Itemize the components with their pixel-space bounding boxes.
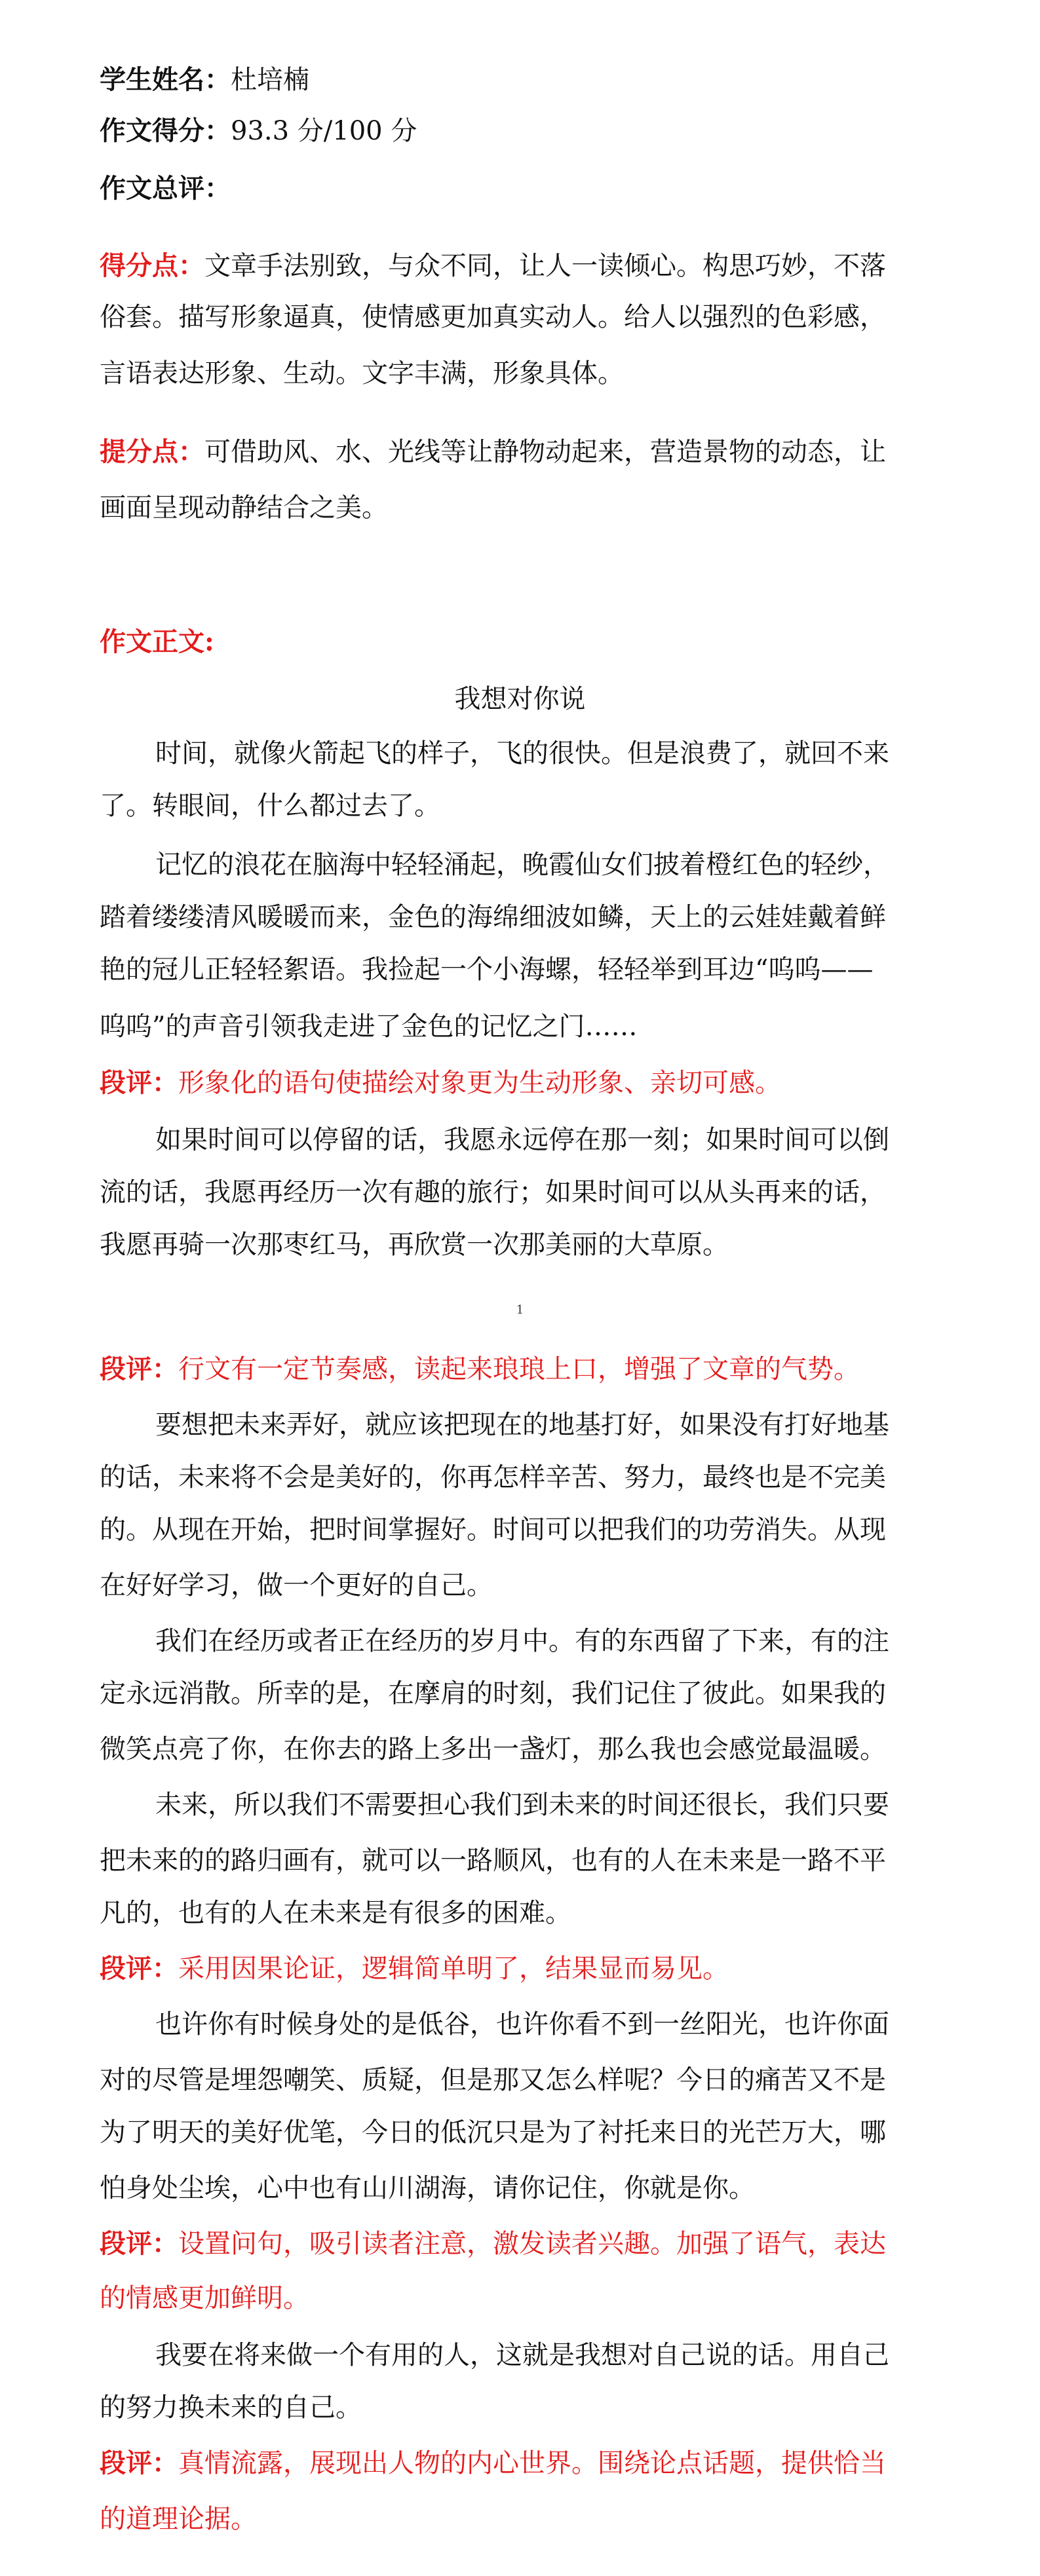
p7-line-1: 也许你有时候身处的是低谷，也许你看不到一丝阳光，也许你面 — [155, 2009, 889, 2039]
strengths-text: 文章手法别致，与众不同，让人一读倾心。构思巧妙，不落 — [204, 251, 886, 281]
p4-line-2: 的话，未来将不会是美好的，你再怎样辛苦、努力，最终也是不完美 — [100, 1462, 886, 1492]
p2-line-4: 呜呜”的声音引领我走进了金色的记忆之门…… — [100, 1012, 638, 1042]
improve-label: 提分点： — [100, 436, 204, 467]
comment-2-text: 行文有一定节奏感，读起来琅琅上口，增强了文章的气势。 — [178, 1354, 860, 1384]
strengths-line-2: 俗套。描写形象逼真，使情感更加真实动人。给人以强烈的色彩感， — [100, 302, 886, 332]
comment-4-text: 设置问句，吸引读者注意，激发读者兴趣。加强了语气，表达 — [178, 2229, 886, 2259]
p7-line-4: 怕身处尘埃，心中也有山川湖海，请你记住，你就是你。 — [100, 2173, 755, 2203]
comment-5-text: 真情流露，展现出人物的内心世界。围绕论点话题，提供恰当 — [178, 2448, 886, 2478]
improve-text: 可借助风、水、光线等让静物动起来，营造景物的动态，让 — [204, 437, 886, 467]
p5-line-1: 我们在经历或者正在经历的岁月中。有的东西留了下来，有的注 — [155, 1626, 889, 1656]
comment-4-line-1 — [100, 2224, 952, 2263]
comment-3-text: 采用因果论证，逻辑简单明了，结果显而易见。 — [178, 1954, 729, 1984]
comment-5-line-2: 的道理论据。 — [100, 2504, 257, 2534]
p4-line-1: 要想把未来弄好，就应该把现在的地基打好，如果没有打好地基 — [155, 1410, 889, 1440]
p3-line-2: 流的话，我愿再经历一次有趣的旅行；如果时间可以从头再来的话， — [100, 1177, 886, 1207]
strengths-line-1 — [100, 246, 952, 286]
score-value: 93.3 分/100 分 — [231, 116, 417, 146]
student-name-line — [100, 60, 952, 100]
page-number: 1 — [516, 1303, 524, 1317]
p7-line-2: 对的尽管是埋怨嘲笑、质疑，但是那又怎么样呢？今日的痛苦又不是 — [100, 2065, 886, 2095]
p5-line-3: 微笑点亮了你，在你去的路上多出一盏灯，那么我也会感觉最温暖。 — [100, 1734, 886, 1764]
comment-5-line-1 — [100, 2444, 952, 2483]
p8-line-2: 的努力换未来的自己。 — [100, 2393, 362, 2423]
comment-2-label: 段评： — [100, 1354, 178, 1384]
score-line — [100, 111, 952, 151]
comment-4-line-2: 的情感更加鲜明。 — [100, 2283, 309, 2313]
essay-title: 我想对你说 — [454, 684, 586, 714]
student-name-label: 学生姓名： — [100, 64, 231, 95]
comment-3 — [100, 1949, 952, 1988]
comment-4-label: 段评： — [100, 2228, 178, 2259]
p2-line-1: 记忆的浪花在脑海中轻轻涌起，晚霞仙女们披着橙红色的轻纱， — [155, 850, 889, 880]
p6-line-2: 把未来的的路归画有，就可以一路顺风，也有的人在未来是一路不平 — [100, 1846, 886, 1876]
p6-line-3: 凡的，也有的人在未来是有很多的困难。 — [100, 1898, 571, 1928]
overall-review-label: 作文总评： — [100, 173, 231, 204]
essay-section-label: 作文正文: — [100, 626, 214, 657]
comment-5-label: 段评： — [100, 2448, 178, 2478]
improve-line-2: 画面呈现动静结合之美。 — [100, 493, 388, 523]
p5-line-2: 定永远消散。所幸的是，在摩肩的时刻，我们记住了彼此。如果我的 — [100, 1678, 886, 1709]
student-name-value: 杜培楠 — [231, 65, 309, 95]
comment-1-text: 形象化的语句使描绘对象更为生动形象、亲切可感。 — [178, 1068, 781, 1098]
p1-line-2: 了。转眼间，什么都过去了。 — [100, 791, 440, 821]
p2-line-2: 踏着缕缕清风暖暖而来，金色的海绵细波如鳞，天上的云娃娃戴着鲜 — [100, 902, 886, 932]
p6-line-1: 未来，所以我们不需要担心我们到未来的时间还很长，我们只要 — [155, 1790, 889, 1820]
p2-line-3: 艳的冠儿正轻轻絮语。我捡起一个小海螺，轻轻举到耳边“呜呜—— — [100, 955, 874, 985]
comment-1-label: 段评： — [100, 1067, 178, 1098]
p4-line-3: 的。从现在开始，把时间掌握好。时间可以把我们的功劳消失。从现 — [100, 1515, 886, 1545]
p7-line-3: 为了明天的美好优笔，今日的低沉只是为了衬托来日的光芒万大，哪 — [100, 2117, 886, 2148]
improve-line-1 — [100, 432, 952, 472]
strengths-line-3: 言语表达形象、生动。文字丰满，形象具体。 — [100, 358, 624, 388]
p3-line-1: 如果时间可以停留的话，我愿永远停在那一刻；如果时间可以倒 — [155, 1125, 889, 1155]
comment-1 — [100, 1063, 952, 1103]
p4-line-4: 在好好学习，做一个更好的自己。 — [100, 1570, 493, 1601]
strengths-label: 得分点： — [100, 250, 204, 281]
p3-line-3: 我愿再骑一次那枣红马，再欣赏一次那美丽的大草原。 — [100, 1230, 729, 1260]
score-label: 作文得分： — [100, 115, 231, 146]
comment-2 — [100, 1350, 952, 1389]
p8-line-1: 我要在将来做一个有用的人，这就是我想对自己说的话。用自己 — [155, 2340, 889, 2370]
p1-line-1: 时间，就像火箭起飞的样子，飞的很快。但是浪费了，就回不来 — [155, 738, 889, 768]
comment-3-label: 段评： — [100, 1953, 178, 1984]
